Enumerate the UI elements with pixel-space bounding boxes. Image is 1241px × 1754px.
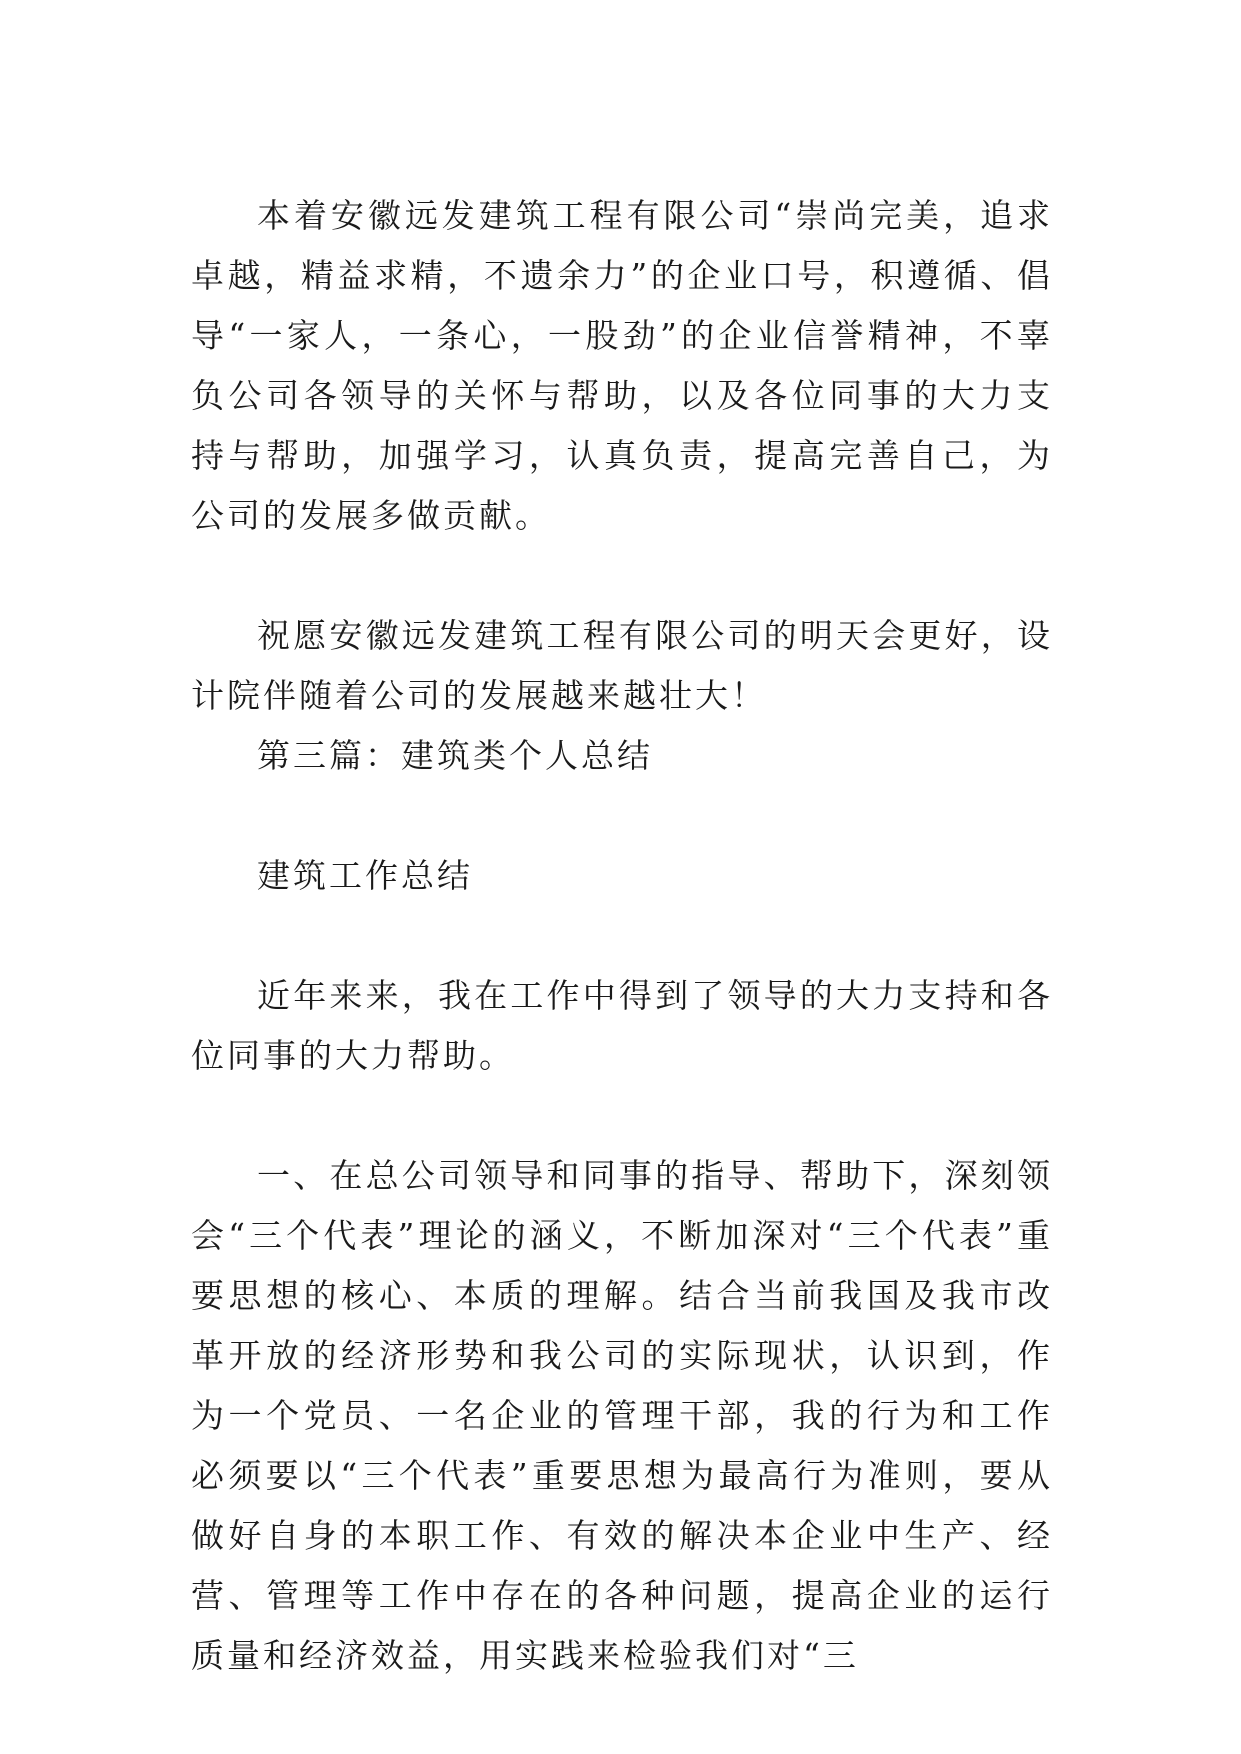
paragraph-spacer [191, 906, 1053, 966]
paragraph-section-one: 一、在总公司领导和同事的指导、帮助下，深刻领会“三个代表”理论的涵义，不断加深对“三个代表”重要思想的核心、本质的理解。结合当前我国及我市改革开放的经济形势和我公司的实际现状，认识到，作为一个党员、一名企业的管理干部，我的行为和工作必须要以“三个代表”重要思想为最高行为准则，要从做好自身的本职工作、有效的解决本企业中生产、经营、管理等工作中存在的各种问题，提高企业的运行质量和经济效益，用实践来检验我们对“三 [191, 1156, 1053, 1675]
paragraph-company-slogan: 本着安徽远发建筑工程有限公司“崇尚完美，追求卓越，精益求精，不遗余力”的企业口号，积遵循、倡导“一家人，一条心，一股劲”的企业信誉精神，不辜负公司各领导的关怀与帮助，以及各位同事的大力支持与帮助，加强学习，认真负责，提高完善自己，为公司的发展多做贡献。 [191, 196, 1053, 535]
section-heading: 第三篇：建筑类个人总结 [257, 736, 653, 775]
paragraph-wishes: 祝愿安徽远发建筑工程有限公司的明天会更好，设计院伴随着公司的发展越来越壮大！ [191, 616, 1053, 715]
document-body [191, 186, 1053, 1686]
paragraph-spacer [191, 546, 1053, 606]
paragraph-intro: 近年来来，我在工作中得到了领导的大力支持和各位同事的大力帮助。 [191, 976, 1053, 1075]
paragraph-spacer [191, 1086, 1053, 1146]
document-subtitle: 建筑工作总结 [257, 856, 473, 895]
paragraph-spacer [191, 786, 1053, 846]
